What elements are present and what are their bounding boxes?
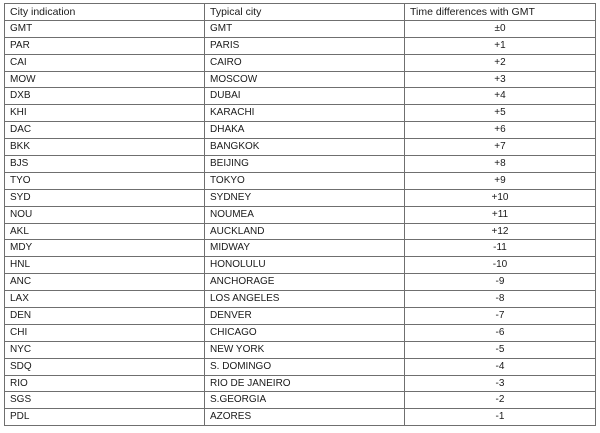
cell-city-code: NOU <box>5 206 205 223</box>
cell-gmt-offset: +11 <box>405 206 596 223</box>
cell-gmt-offset: +5 <box>405 105 596 122</box>
cell-gmt-offset: +3 <box>405 71 596 88</box>
cell-city-code: MDY <box>5 240 205 257</box>
cell-city-code: DEN <box>5 308 205 325</box>
cell-city-name: NEW YORK <box>205 341 405 358</box>
cell-gmt-offset: -3 <box>405 375 596 392</box>
cell-gmt-offset: +2 <box>405 54 596 71</box>
cell-city-name: TOKYO <box>205 172 405 189</box>
cell-city-name: AZORES <box>205 409 405 426</box>
timezone-table <box>4 3 596 426</box>
cell-city-code: SYD <box>5 189 205 206</box>
cell-gmt-offset: -11 <box>405 240 596 257</box>
header-typical-city: Typical city <box>205 4 405 21</box>
table-row <box>5 88 596 105</box>
cell-city-code: LAX <box>5 291 205 308</box>
cell-city-name: LOS ANGELES <box>205 291 405 308</box>
cell-city-name: DUBAI <box>205 88 405 105</box>
cell-city-code: RIO <box>5 375 205 392</box>
cell-city-code: CAI <box>5 54 205 71</box>
cell-city-name: DHAKA <box>205 122 405 139</box>
cell-city-name: NOUMEA <box>205 206 405 223</box>
table-row <box>5 122 596 139</box>
header-city-indication: City indication <box>5 4 205 21</box>
table-header <box>5 4 596 21</box>
cell-city-code: BKK <box>5 139 205 156</box>
cell-city-code: PDL <box>5 409 205 426</box>
cell-gmt-offset: +4 <box>405 88 596 105</box>
cell-city-code: KHI <box>5 105 205 122</box>
table-row <box>5 54 596 71</box>
cell-city-name: S.GEORGIA <box>205 392 405 409</box>
cell-city-name: DENVER <box>205 308 405 325</box>
table-row <box>5 105 596 122</box>
cell-city-name: S. DOMINGO <box>205 358 405 375</box>
cell-city-name: BEIJING <box>205 156 405 173</box>
cell-gmt-offset: +10 <box>405 189 596 206</box>
cell-city-code: BJS <box>5 156 205 173</box>
cell-city-code: SGS <box>5 392 205 409</box>
cell-city-name: CAIRO <box>205 54 405 71</box>
cell-gmt-offset: +7 <box>405 139 596 156</box>
cell-gmt-offset: +1 <box>405 37 596 54</box>
table-body <box>5 20 596 425</box>
cell-gmt-offset: -7 <box>405 308 596 325</box>
cell-gmt-offset: +6 <box>405 122 596 139</box>
cell-city-name: KARACHI <box>205 105 405 122</box>
cell-gmt-offset: -10 <box>405 257 596 274</box>
cell-city-code: SDQ <box>5 358 205 375</box>
cell-gmt-offset: -5 <box>405 341 596 358</box>
table-row <box>5 139 596 156</box>
table-row <box>5 206 596 223</box>
cell-gmt-offset: -1 <box>405 409 596 426</box>
cell-city-name: SYDNEY <box>205 189 405 206</box>
cell-city-code: ANC <box>5 274 205 291</box>
table-row <box>5 291 596 308</box>
cell-gmt-offset: -6 <box>405 324 596 341</box>
table-row <box>5 308 596 325</box>
cell-city-code: NYC <box>5 341 205 358</box>
table-row <box>5 341 596 358</box>
table-row <box>5 274 596 291</box>
cell-city-name: PARIS <box>205 37 405 54</box>
cell-city-code: TYO <box>5 172 205 189</box>
cell-city-name: GMT <box>205 20 405 37</box>
cell-gmt-offset: -9 <box>405 274 596 291</box>
cell-city-code: DAC <box>5 122 205 139</box>
cell-city-code: HNL <box>5 257 205 274</box>
cell-city-name: HONOLULU <box>205 257 405 274</box>
table-row <box>5 240 596 257</box>
table-row <box>5 156 596 173</box>
cell-city-code: CHI <box>5 324 205 341</box>
table-row <box>5 223 596 240</box>
cell-gmt-offset: -8 <box>405 291 596 308</box>
table-row <box>5 375 596 392</box>
cell-city-code: AKL <box>5 223 205 240</box>
cell-city-code: GMT <box>5 20 205 37</box>
table-row <box>5 358 596 375</box>
cell-gmt-offset: +9 <box>405 172 596 189</box>
cell-city-name: MOSCOW <box>205 71 405 88</box>
table-row <box>5 71 596 88</box>
cell-gmt-offset: -2 <box>405 392 596 409</box>
cell-city-code: DXB <box>5 88 205 105</box>
table-row <box>5 392 596 409</box>
table-row <box>5 324 596 341</box>
table-row <box>5 37 596 54</box>
cell-gmt-offset: +12 <box>405 223 596 240</box>
table-row <box>5 257 596 274</box>
cell-city-name: BANGKOK <box>205 139 405 156</box>
cell-city-name: ANCHORAGE <box>205 274 405 291</box>
header-row <box>5 4 596 21</box>
cell-city-name: MIDWAY <box>205 240 405 257</box>
cell-city-name: AUCKLAND <box>205 223 405 240</box>
cell-city-name: RIO DE JANEIRO <box>205 375 405 392</box>
table-row <box>5 189 596 206</box>
cell-gmt-offset: +8 <box>405 156 596 173</box>
cell-gmt-offset: -4 <box>405 358 596 375</box>
table-row <box>5 172 596 189</box>
table-row <box>5 409 596 426</box>
header-time-difference: Time differences with GMT <box>405 4 596 21</box>
cell-city-code: PAR <box>5 37 205 54</box>
cell-city-name: CHICAGO <box>205 324 405 341</box>
cell-gmt-offset: ±0 <box>405 20 596 37</box>
table-row <box>5 20 596 37</box>
cell-city-code: MOW <box>5 71 205 88</box>
